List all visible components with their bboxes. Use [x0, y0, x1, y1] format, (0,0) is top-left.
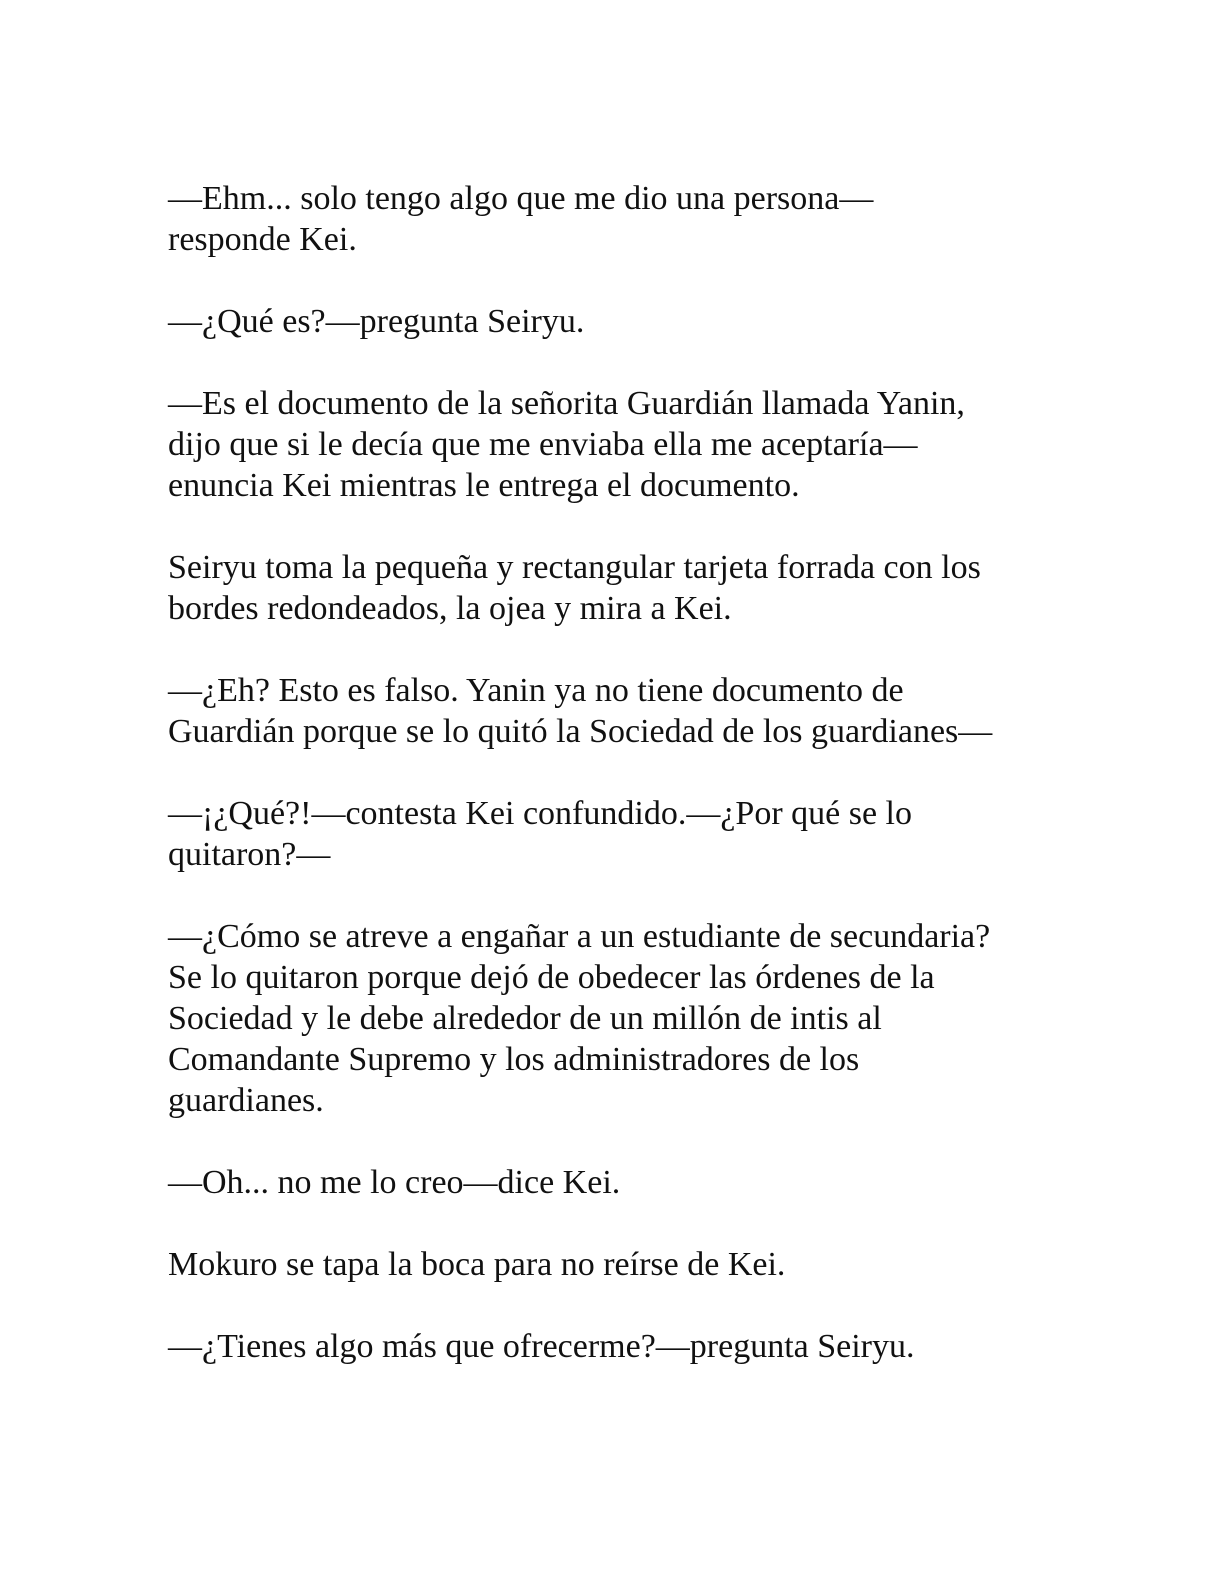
text-line: Sociedad y le debe alrededor de un millón de intis al — [168, 1000, 882, 1037]
paragraph-4 — [168, 547, 1058, 629]
text-line: Mokuro se tapa la boca para no reírse de Kei. — [168, 1246, 786, 1283]
text-line: Seiryu toma la pequeña y rectangular tarjeta forrada con los — [168, 549, 981, 586]
paragraph-10 — [168, 1326, 1058, 1367]
text-line: —¡¿Qué?!—contesta Kei confundido.—¿Por qué se lo — [168, 795, 912, 832]
text-line: dijo que si le decía que me enviaba ella me aceptaría— — [168, 426, 918, 463]
text-line: bordes redondeados, la ojea y mira a Kei. — [168, 590, 732, 627]
text-line: quitaron?— — [168, 836, 331, 873]
body-text — [168, 178, 1058, 1408]
text-line: —¿Cómo se atreve a engañar a un estudiante de secundaria? — [168, 918, 991, 955]
text-line: responde Kei. — [168, 221, 357, 258]
paragraph-2 — [168, 301, 1058, 342]
paragraph-5 — [168, 670, 1058, 752]
text-line: —¿Eh? Esto es falso. Yanin ya no tiene documento de — [168, 672, 904, 709]
paragraph-8 — [168, 1162, 1058, 1203]
paragraph-9 — [168, 1244, 1058, 1285]
text-line: —¿Tienes algo más que ofrecerme?—pregunta Seiryu. — [168, 1328, 915, 1365]
text-line: guardianes. — [168, 1082, 324, 1119]
text-line: Se lo quitaron porque dejó de obedecer las órdenes de la — [168, 959, 935, 996]
paragraph-7 — [168, 916, 1058, 1121]
paragraph-1 — [168, 178, 1058, 260]
text-line: —Es el documento de la señorita Guardián llamada Yanin, — [168, 385, 965, 422]
text-line: —Ehm... solo tengo algo que me dio una persona— — [168, 180, 874, 217]
text-line: Comandante Supremo y los administradores de los — [168, 1041, 860, 1078]
paragraph-6 — [168, 793, 1058, 875]
text-line: Guardián porque se lo quitó la Sociedad de los guardianes— — [168, 713, 993, 750]
text-line: enuncia Kei mientras le entrega el documento. — [168, 467, 800, 504]
paragraph-3 — [168, 383, 1058, 506]
text-line: —Oh... no me lo creo—dice Kei. — [168, 1164, 621, 1201]
text-line: —¿Qué es?—pregunta Seiryu. — [168, 303, 585, 340]
